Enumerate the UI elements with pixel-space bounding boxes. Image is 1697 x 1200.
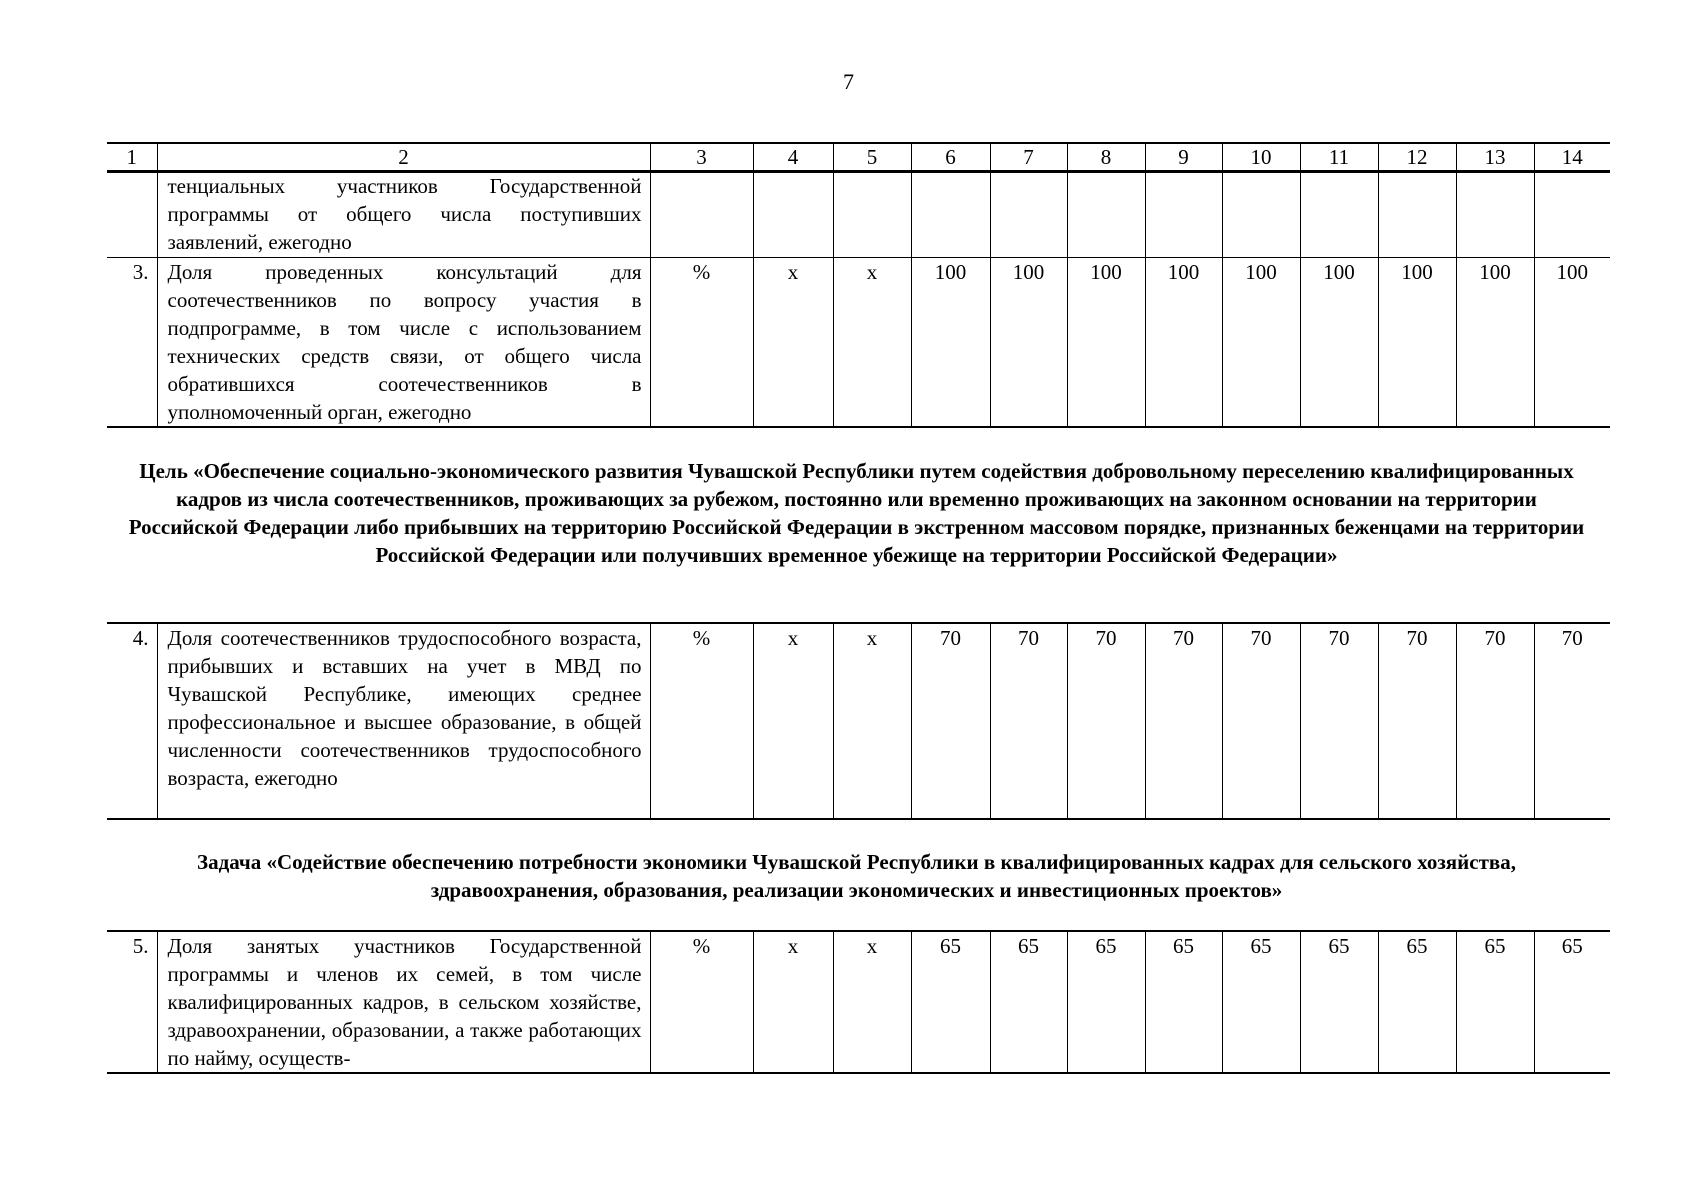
header-cell: 8 — [1067, 143, 1145, 172]
value-cell: х — [753, 931, 833, 1073]
task-heading: Задача «Содействие обеспечению потребности экономики Чувашской Республики в квалифицированных кадрах для сельского хозяйства, здравоохранения, образования, реализации экономических и инвестиционных проектов» — [196, 850, 1516, 902]
value-cell: % — [650, 931, 753, 1073]
value-cell — [990, 171, 1067, 257]
value-cell: % — [650, 257, 753, 427]
row-number: 3. — [107, 257, 157, 427]
value-cell — [753, 171, 833, 257]
header-cell: 7 — [990, 143, 1067, 172]
value-cell: 100 — [1067, 257, 1145, 427]
header-cell: 13 — [1456, 143, 1534, 172]
goal-heading: Цель «Обеспечение социально-экономического развития Чувашской Республики путем содействия добровольному переселению квалифицированных кадров из числа соотечественников, проживающих за рубежом, постоянно или временно проживающих на законном основании на территории Российской Федерации либо прибывших на территорию Российской Федерации в экстренном массовом порядке, признанных беженцами на территории Российской Федерации или получивших временное убежище на территории Российской Федерации» — [128, 459, 1585, 567]
indicator-text: Доля проведенных консультаций для соотечественников по вопросу участия в подпрограмме, в том числе с использованием технических средств связи, от общего числа обратившихся соотечественников в уполномоченный орган, ежегодно — [157, 257, 650, 427]
value-cell: 65 — [1067, 931, 1145, 1073]
value-cell: 100 — [1456, 257, 1534, 427]
value-cell: 70 — [1067, 623, 1145, 819]
value-cell: х — [833, 931, 911, 1073]
value-cell: х — [833, 257, 911, 427]
header-cell: 4 — [753, 143, 833, 172]
table-row — [107, 623, 1610, 819]
header-row — [107, 143, 1610, 172]
value-cell: 65 — [911, 931, 990, 1073]
indicator-table-part-3 — [107, 930, 1610, 1074]
value-cell: 70 — [1456, 623, 1534, 819]
header-cell: 2 — [157, 143, 650, 172]
header-cell: 3 — [650, 143, 753, 172]
header-cell: 12 — [1378, 143, 1456, 172]
header-cell: 5 — [833, 143, 911, 172]
value-cell: 70 — [1145, 623, 1222, 819]
indicator-table-part-1 — [107, 170, 1610, 428]
indicator-table-part-2 — [107, 622, 1610, 820]
value-cell: 100 — [1378, 257, 1456, 427]
value-cell: х — [833, 623, 911, 819]
value-cell: 100 — [1222, 257, 1300, 427]
header-cell: 1 — [107, 143, 157, 172]
header-cell: 11 — [1300, 143, 1378, 172]
value-cell — [911, 171, 990, 257]
value-cell: 70 — [1534, 623, 1610, 819]
value-cell — [1456, 171, 1534, 257]
value-cell: 70 — [990, 623, 1067, 819]
page-number: 7 — [843, 69, 854, 94]
value-cell: х — [753, 257, 833, 427]
value-cell: 100 — [1300, 257, 1378, 427]
value-cell: 100 — [990, 257, 1067, 427]
indicator-text: тенциальных участников Государственной программы от общего числа поступивших заявлений, ежегодно — [157, 171, 650, 257]
value-cell: 65 — [1534, 931, 1610, 1073]
table-header — [107, 142, 1610, 173]
value-cell — [1222, 171, 1300, 257]
value-cell: 65 — [1456, 931, 1534, 1073]
value-cell: 100 — [1534, 257, 1610, 427]
value-cell — [650, 171, 753, 257]
value-cell: х — [753, 623, 833, 819]
row-number: 4. — [107, 623, 157, 819]
value-cell: 65 — [1378, 931, 1456, 1073]
value-cell — [1067, 171, 1145, 257]
table-row — [107, 257, 1610, 427]
value-cell: % — [650, 623, 753, 819]
value-cell: 70 — [1222, 623, 1300, 819]
value-cell: 70 — [911, 623, 990, 819]
value-cell — [1534, 171, 1610, 257]
value-cell: 65 — [1300, 931, 1378, 1073]
value-cell — [1300, 171, 1378, 257]
value-cell: 100 — [911, 257, 990, 427]
value-cell: 70 — [1378, 623, 1456, 819]
value-cell: 65 — [1222, 931, 1300, 1073]
value-cell — [1145, 171, 1222, 257]
indicator-text: Доля занятых участников Государственной программы и членов их семей, в том числе квалифицированных кадров, в сельском хозяйстве, здравоохранении, образовании, а также работающих по найму, осуществ- — [157, 931, 650, 1073]
table-row — [107, 171, 1610, 257]
header-cell: 9 — [1145, 143, 1222, 172]
value-cell: 70 — [1300, 623, 1378, 819]
table-row — [107, 931, 1610, 1073]
value-cell — [833, 171, 911, 257]
value-cell — [1378, 171, 1456, 257]
value-cell: 65 — [990, 931, 1067, 1073]
indicator-text: Доля соотечественников трудоспособного возраста, прибывших и вставших на учет в МВД по Чувашской Республике, имеющих среднее профессиональное и высшее образование, в общей численности соотечественников трудоспособного возраста, ежегодно — [157, 623, 650, 819]
row-number — [107, 171, 157, 257]
header-cell: 6 — [911, 143, 990, 172]
header-cell: 10 — [1222, 143, 1300, 172]
row-number: 5. — [107, 931, 157, 1073]
value-cell: 100 — [1145, 257, 1222, 427]
header-cell: 14 — [1534, 143, 1610, 172]
value-cell: 65 — [1145, 931, 1222, 1073]
